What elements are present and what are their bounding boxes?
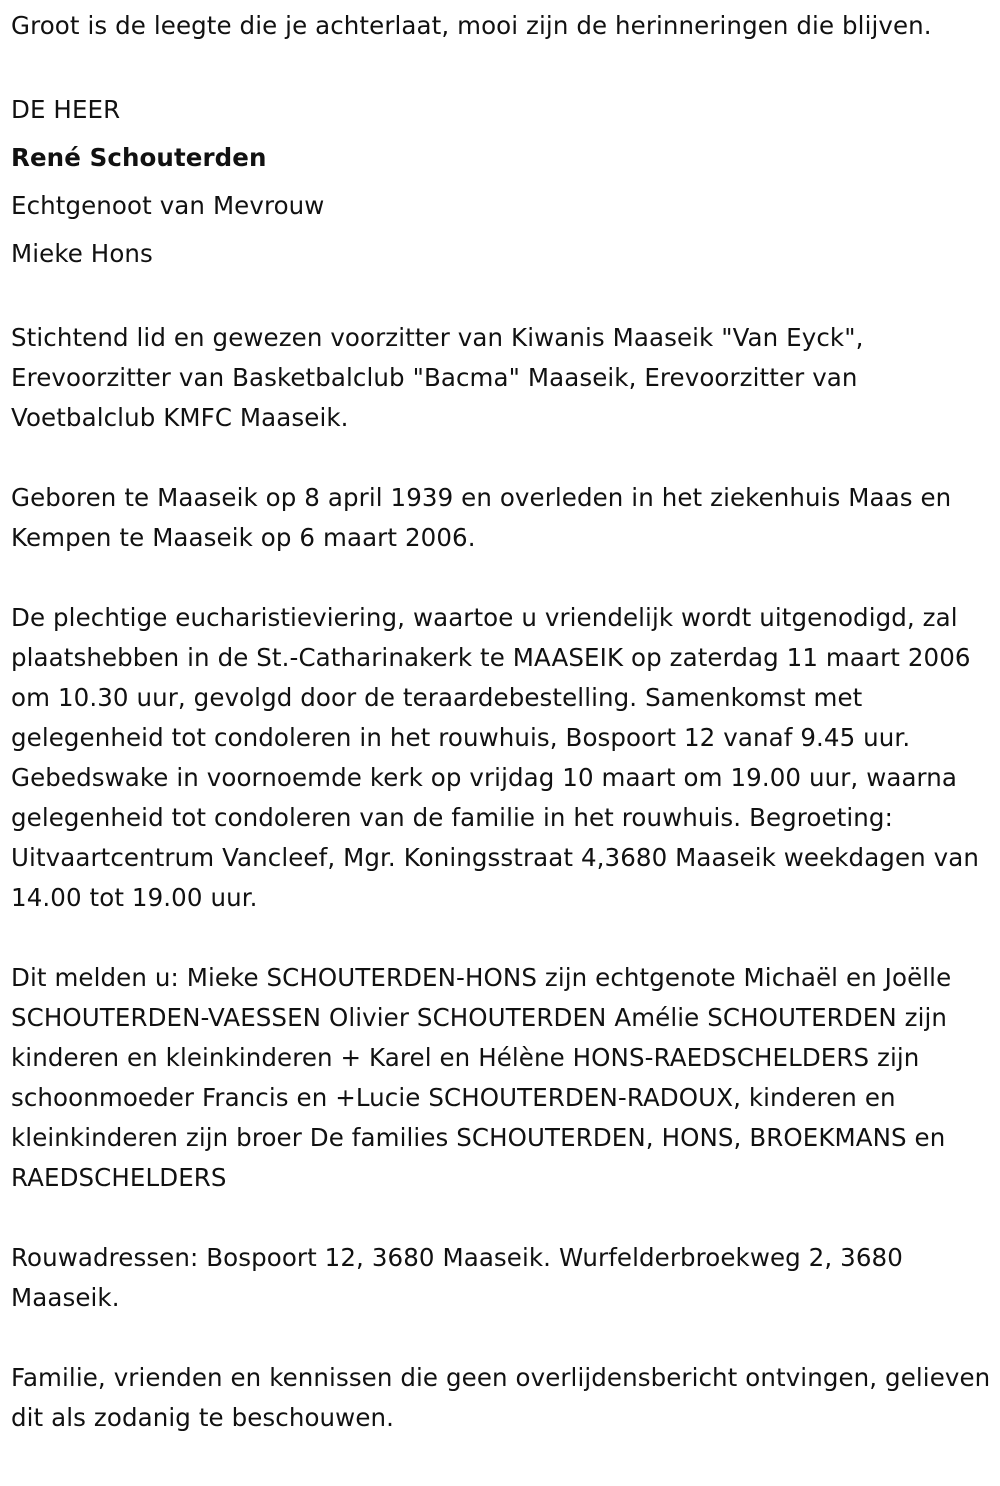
spacer — [11, 1318, 991, 1358]
family-paragraph: Dit melden u: Mieke SCHOUTERDEN-HONS zijn echtgenote Michaël en Joëlle SCHOUTERDEN-VAESSEN Olivier SCHOUTERDEN Amélie SCHOUTERDEN zijn kinderen en kleinkinderen + Karel en Hélène HONS-RAEDSCHELDERS zijn schoonmoeder Francis en +Lucie SCHOUTERDEN-RADOUX, kinderen en kleinkinderen zijn broer De families SCHOUTERDEN, HONS, BROEKMANS en RAEDSCHELDERS — [11, 963, 952, 1192]
spacer — [11, 558, 991, 598]
addresses-paragraph: Rouwadressen: Bospoort 12, 3680 Maaseik. Wurfelderbroekweg 2, 3680 Maaseik. — [11, 1243, 903, 1312]
spacer — [11, 918, 991, 958]
deceased-name: René Schouterden — [11, 143, 267, 172]
spouse-line-2: Mieke Hons — [11, 239, 153, 268]
roles-paragraph: Stichtend lid en gewezen voorzitter van Kiwanis Maaseik "Van Eyck", Erevoorzitter van Basketbalclub "Bacma" Maaseik, Erevoorzitter van Voetbalclub KMFC Maaseik. — [11, 323, 864, 432]
closing-paragraph: Familie, vrienden en kennissen die geen overlijdensbericht ontvingen, gelieven dit als zodanig te beschouwen. — [11, 1363, 991, 1432]
opening-quote: Groot is de leegte die je achterlaat, mooi zijn de herinneringen die blijven. — [11, 11, 932, 40]
ceremony-paragraph: De plechtige eucharistieviering, waartoe u vriendelijk wordt uitgenodigd, zal plaatshebben in de St.-Catharinakerk te MAASEIK op zaterdag 11 maart 2006 om 10.30 uur, gevolgd door de teraardebestelling. Samenkomst met gelegenheid tot condoleren in het rouwhuis, Bospoort 12 vanaf 9.45 uur. Gebedswake in voornoemde kerk op vrijdag 10 maart om 19.00 uur, waarna gelegenheid tot condoleren van de familie in het rouwhuis. Begroeting: Uitvaartcentrum Vancleef, Mgr. Koningsstraat 4,3680 Maaseik weekdagen van 14.00 tot 19.00 uur. — [11, 603, 979, 912]
announcement-block — [11, 86, 991, 278]
spacer — [11, 278, 991, 318]
obituary-document — [11, 6, 991, 1438]
spacer — [11, 46, 991, 86]
spacer — [11, 438, 991, 478]
spacer — [11, 1198, 991, 1238]
spouse-line-1: Echtgenoot van Mevrouw — [11, 191, 325, 220]
birth-death-paragraph: Geboren te Maaseik op 8 april 1939 en overleden in het ziekenhuis Maas en Kempen te Maaseik op 6 maart 2006. — [11, 483, 952, 552]
honorific-title: DE HEER — [11, 95, 121, 124]
